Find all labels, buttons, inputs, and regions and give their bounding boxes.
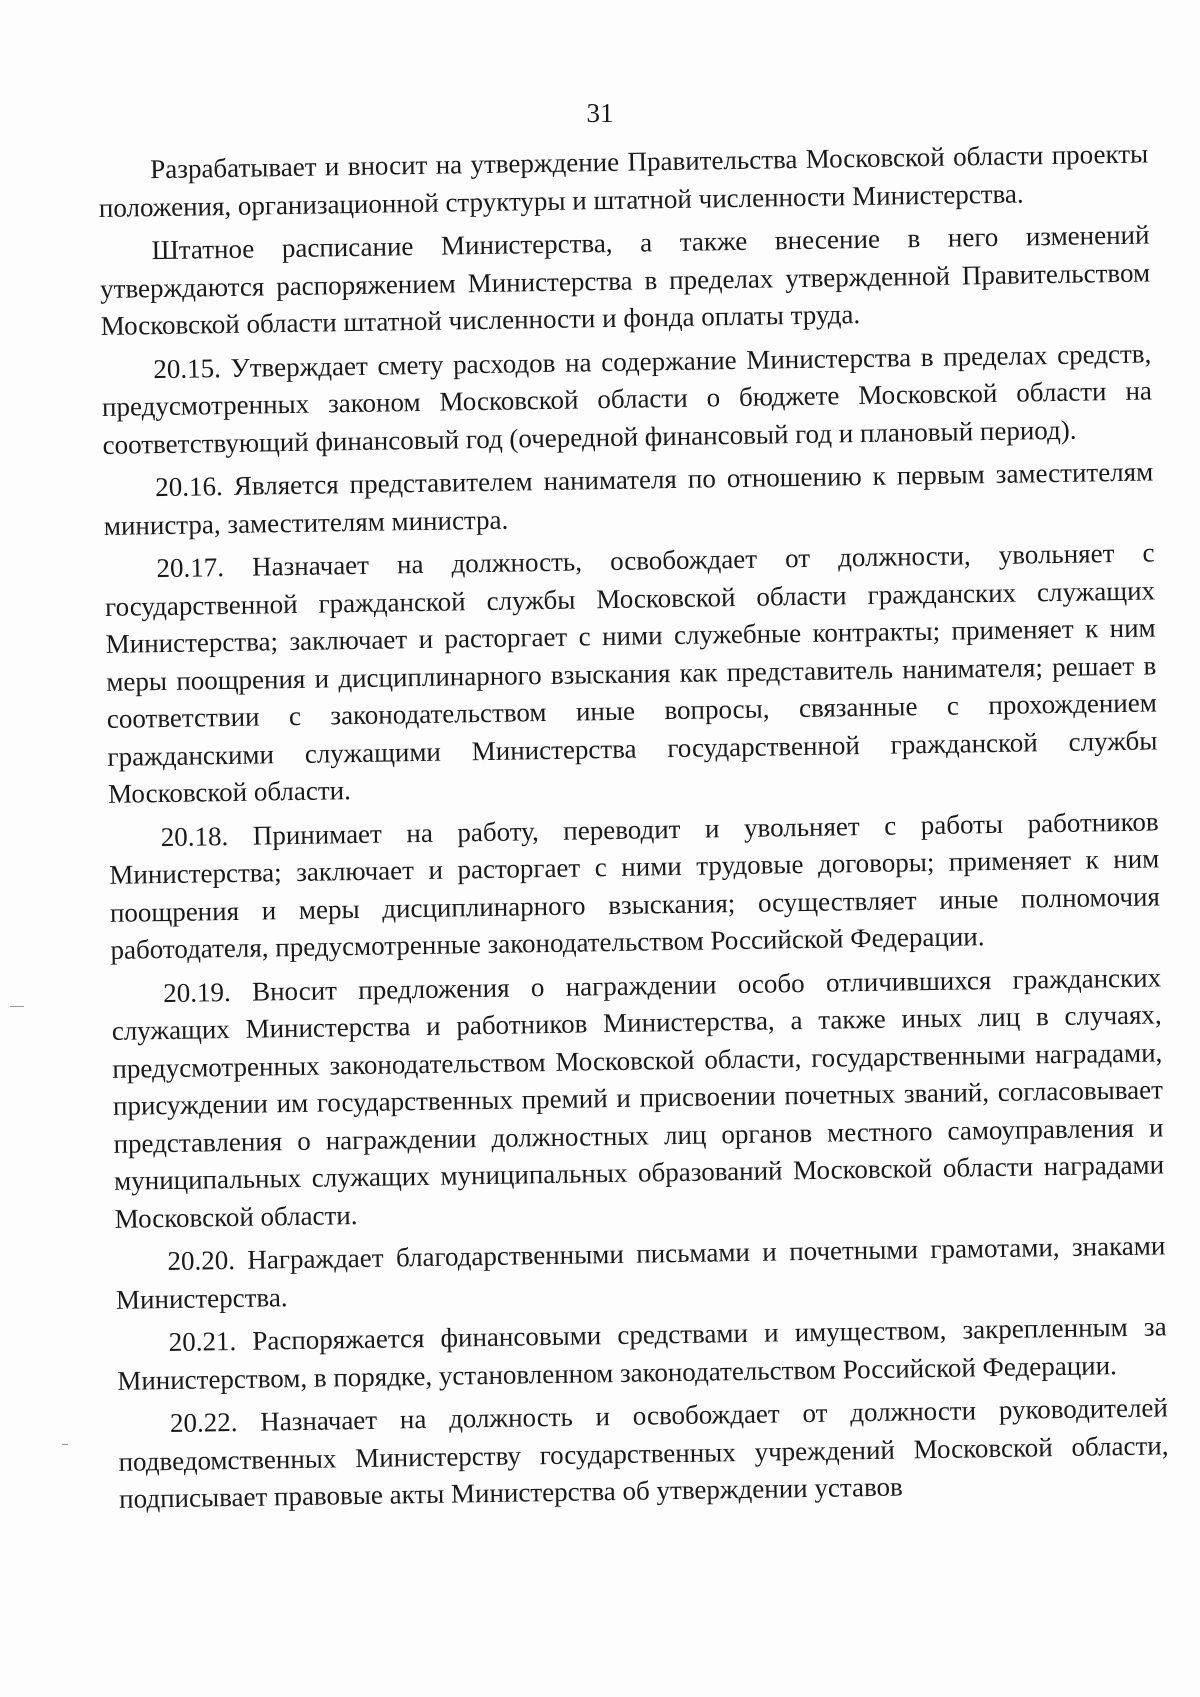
paragraph: 20.17. Назначает на должность, освобождает от должности, увольняет с государственной гражданской службы Московской области гражданских служащих Министерства; заключает и расторгает с ними служебные контракты; применяет к ним меры поощрения и дисциплинарного взыскания как представитель нанимателя; решает в соответствии с законодательством иные вопросы, связанные с прохождением гражданскими служащими Министерства государственной гражданской службы Московской области. (104, 537, 1158, 809)
paragraph: 20.21. Распоряжается финансовыми средствами и имуществом, закрепленным за Министерством, в порядке, установленном законодательством Российской Федерации. (117, 1311, 1167, 1396)
paragraph: 20.20. Награждает благодарственными письмами и почетными грамотами, знаками Министерства. (115, 1230, 1166, 1315)
paragraph: 20.19. Вносит предложения о награждении особо отличившихся гражданских служащих Министерства и работников Министерства, а также иных лиц в случаях, предусмотренных законодательством Московской области, государственными наградами, присуждении им государственных премий и присвоении почетных званий, согласовывает представления о награждении должностных лиц органов местного самоуправления и муниципальных служащих муниципальных образований Московской области наградами Московской области. (111, 961, 1165, 1234)
margin-mark (62, 1444, 68, 1445)
margin-mark (10, 1006, 24, 1007)
paragraph: 20.18. Принимает на работу, переводит и увольняет с работы работников Министерства; заключает и расторгает с ними трудовые договоры; применяет к ним поощрения и меры дисциплинарного взыскания; осуществляет иные полномочия работодателя, предусмотренные законодательством Российской Федерации. (109, 805, 1161, 965)
page-number: 31 (586, 98, 614, 128)
document-body (98, 136, 1169, 1525)
paragraph: 20.16. Является представителем нанимателя по отношению к первым заместителям министра, заместителям министра. (103, 456, 1154, 541)
paragraph: Разрабатывает и вносит на утверждение Правительства Московской области проекты положения, организационной структуры и штатной численности Министерства. (98, 138, 1149, 223)
paragraph: 20.15. Утверждает смету расходов на содержание Министерства в пределах средств, предусмотренных законом Московской области о бюджете Московской области на соответствующий финансовый год (очередной финансовый год и плановый период). (101, 337, 1153, 460)
paragraph: 20.22. Назначает на должность и освобождает от должности руководителей подведомственных Министерству государственных учреждений Московской области, подписывает правовые акты Министерства об утверждении уставов (118, 1392, 1169, 1514)
paragraph: Штатное расписание Министерства, а также внесение в него изменений утверждаются распоряжением Министерства в пределах утвержденной Правительством Московской области штатной численности и фонда оплаты труда. (99, 219, 1151, 341)
